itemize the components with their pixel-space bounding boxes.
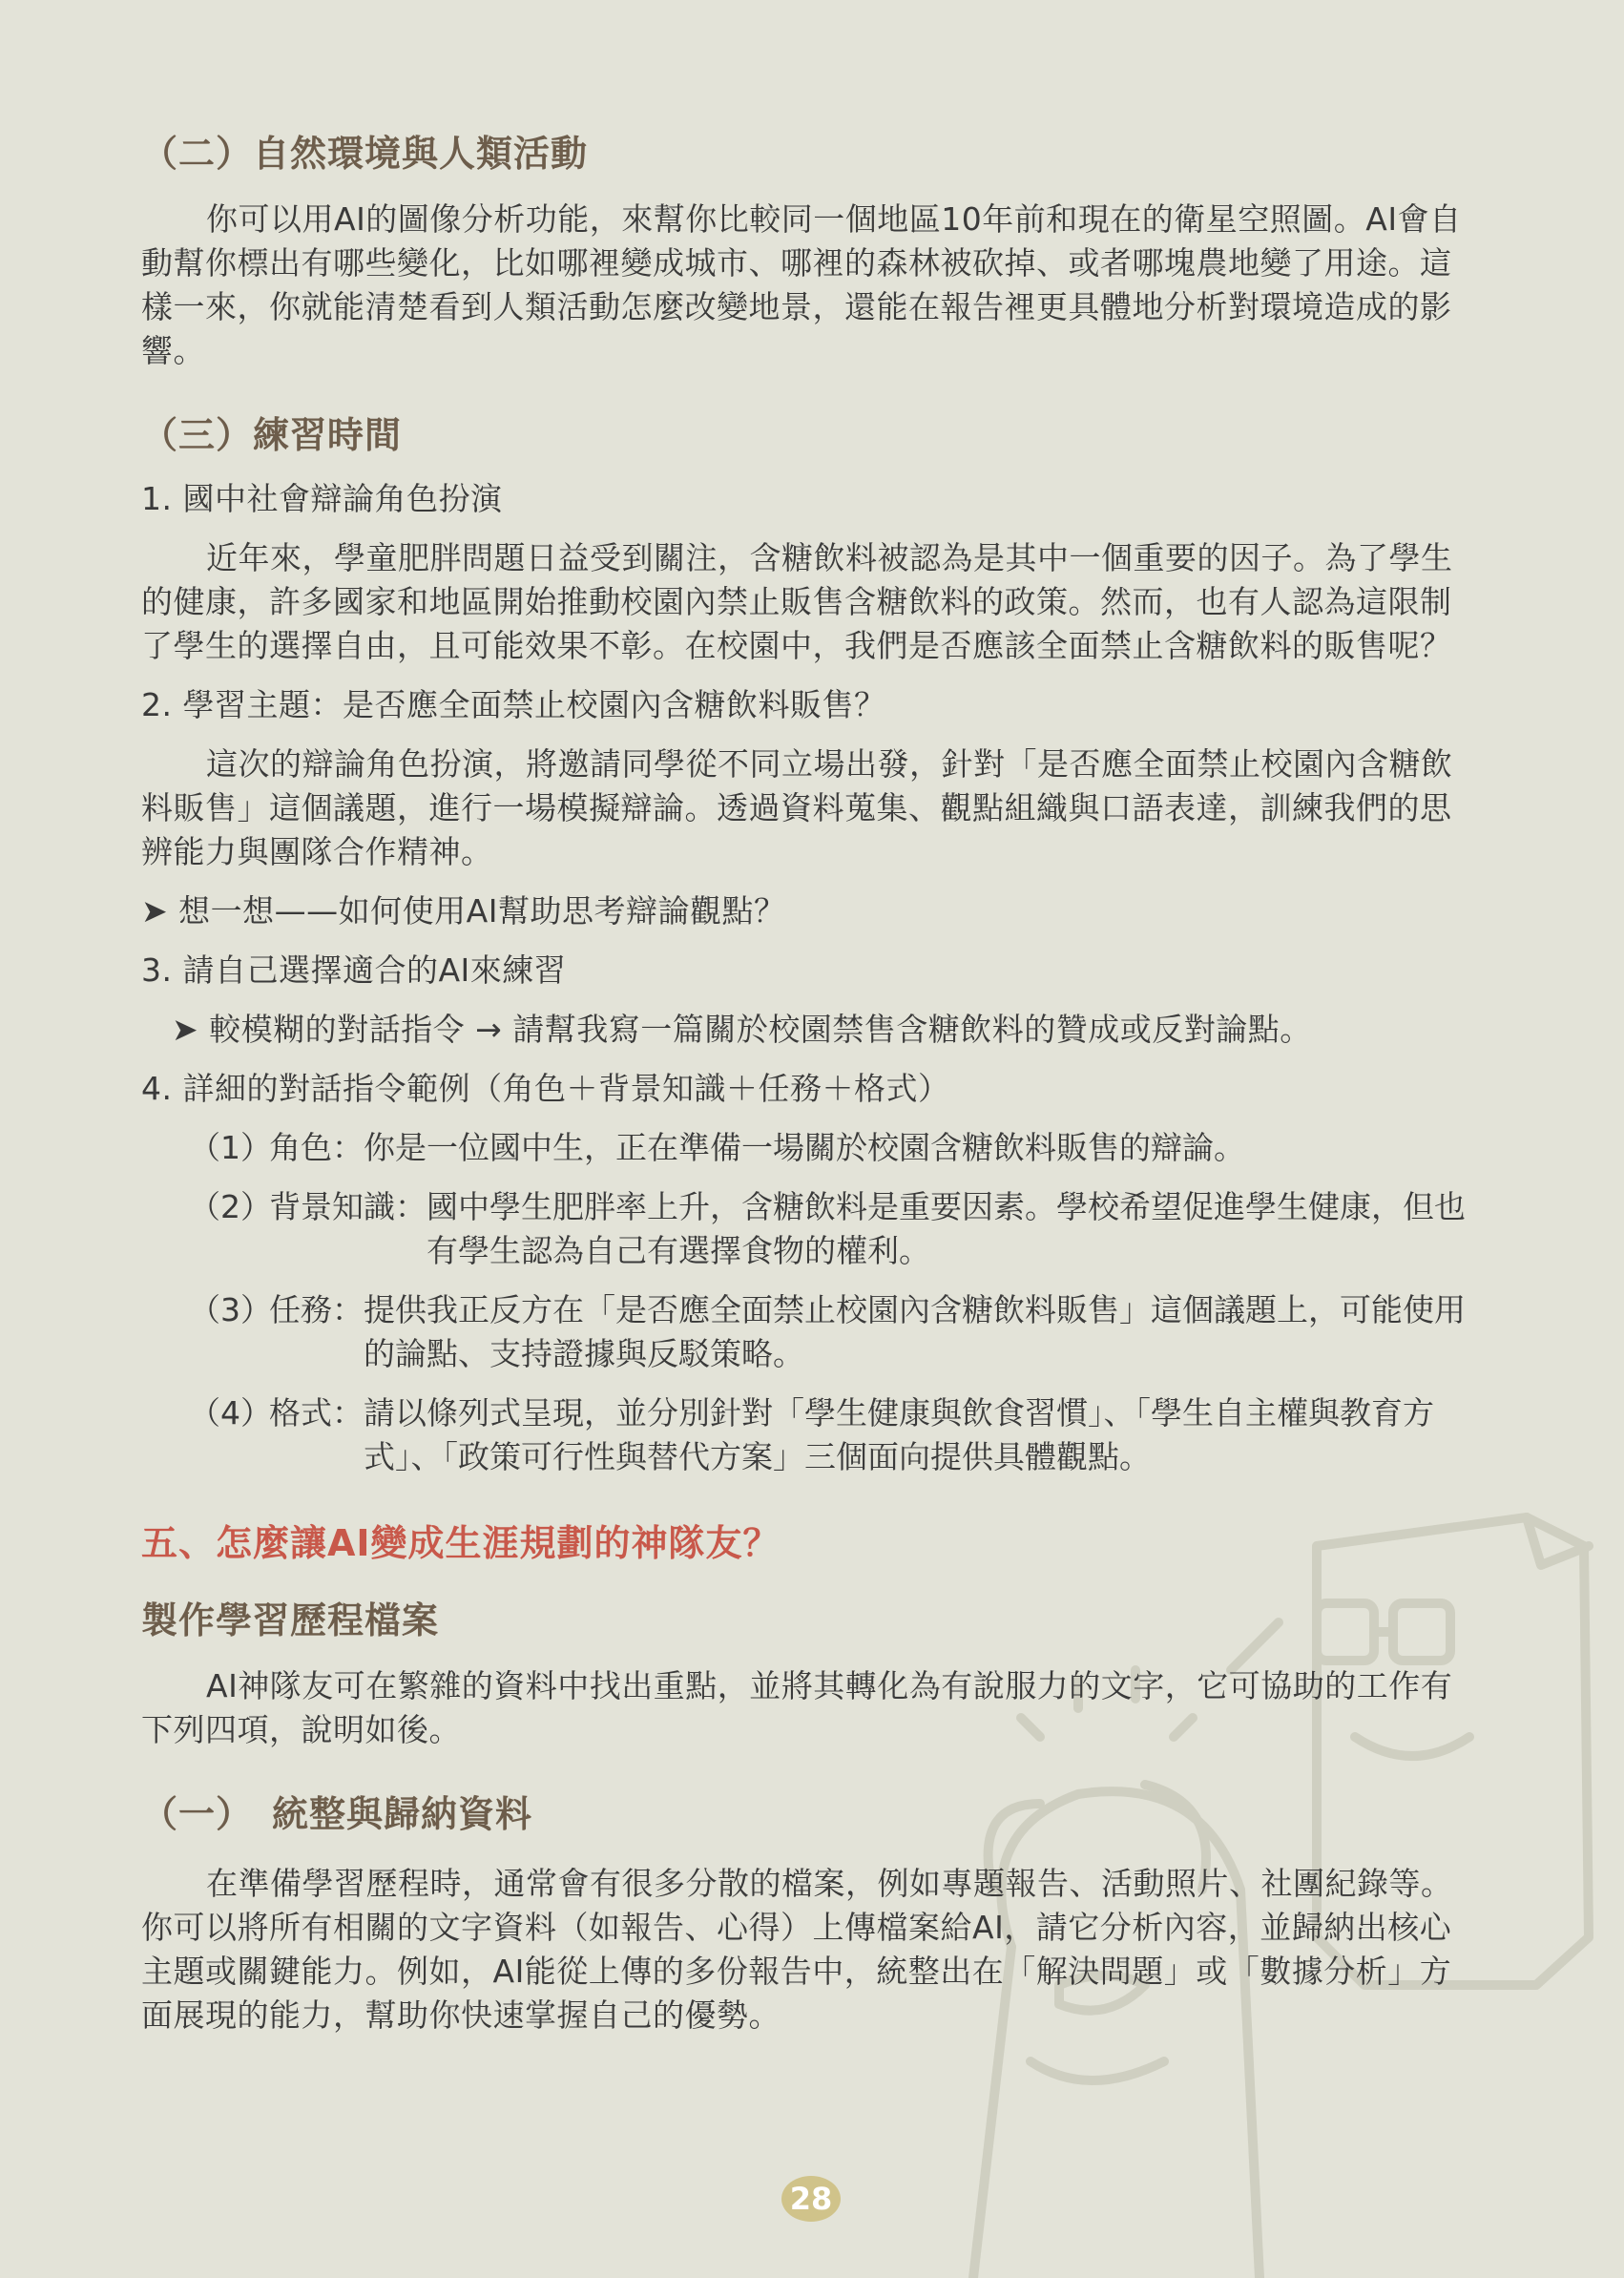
sub-item-task (189, 1288, 1479, 1376)
item-1-paragraph: 近年來，學童肥胖問題日益受到關注，含糖飲料被認為是其中一個重要的因子。為了學生的健康，許多國家和地區開始推動校園內禁止販售含糖飲料的政策。然而，也有人認為這限制了學生的選擇自由，且可能效果不彰。在校園中，我們是否應該全面禁止含糖飲料的販售呢？ (141, 539, 1453, 664)
content (141, 124, 1479, 2038)
section-5-subheading: 製作學習歷程檔案 (141, 1599, 440, 1641)
sub-num: （2） (189, 1188, 272, 1225)
section-2-paragraph: 你可以用AI的圖像分析功能，來幫你比較同一個地區10年前和現在的衛星空照圖。AI會自動幫你標出有哪些變化，比如哪裡變成城市、哪裡的森林被砍掉、或者哪塊農地變了用途。這樣一來，你就能清楚看到人類活動怎麼改變地景，還能在報告裡更具體地分析對環境造成的影響。 (141, 200, 1462, 369)
sub-body: 請以條列式呈現，並分別針對「學生健康與飲食習慣」、「學生自主權與教育方式」、「政策可行性與替代方案」三個面向提供具體觀點。 (364, 1394, 1434, 1475)
sub-body: 你是一位國中生，正在準備一場關於校園含糖飲料販售的辯論。 (364, 1129, 1245, 1166)
section-heading-2: （二）自然環境與人類活動 (141, 133, 589, 175)
item-2-paragraph: 這次的辯論角色扮演，將邀請同學從不同立場出發，針對「是否應全面禁止校園內含糖飲料販售」這個議題，進行一場模擬辯論。透過資料蒐集、觀點組織與口語表達，訓練我們的思辨能力與團隊合作精神。 (141, 745, 1453, 870)
sub-head: 背景知識： (269, 1188, 427, 1225)
sub-head: 格式： (269, 1394, 364, 1432)
sub-num: （4） (189, 1394, 272, 1432)
sub-head: 任務： (269, 1291, 364, 1328)
sub-body: 提供我正反方在「是否應全面禁止校園內含糖飲料販售」這個議題上，可能使用的論點、支持證據與反駁策略。 (364, 1291, 1466, 1372)
sub-item-format (189, 1391, 1479, 1479)
sub-item-background (189, 1185, 1479, 1273)
sub-body: 國中學生肥胖率上升，含糖飲料是重要因素。學校希望促進學生健康，但也有學生認為自己有選擇食物的權利。 (427, 1188, 1466, 1269)
page-number: 28 (781, 2176, 841, 2222)
section-5-paragraph: AI神隊友可在繁雜的資料中找出重點，並將其轉化為有說服力的文字，它可協助的工作有下列四項，說明如後。 (141, 1667, 1453, 1748)
think-prompt: ➤ 想一想——如何使用AI幫助思考辯論觀點？ (141, 892, 786, 930)
sub-head: 角色： (269, 1129, 364, 1166)
section-heading-5: 五、怎麼讓AI變成生涯規劃的神隊友？ (141, 1522, 781, 1564)
item-3: 3. 請自己選擇適合的AI來練習 (141, 951, 567, 989)
sub-item-role (189, 1126, 1479, 1170)
item-1: 1. 國中社會辯論角色扮演 (141, 480, 503, 517)
section-heading-6: （一） 統整與歸納資料 (141, 1793, 533, 1835)
sub-num: （1） (189, 1129, 272, 1166)
section-6-paragraph: 在準備學習歷程時，通常會有很多分散的檔案，例如專題報告、活動照片、社團紀錄等。你可以將所有相關的文字資料（如報告、心得）上傳檔案給AI，請它分析內容，並歸納出核心主題或關鍵能力。例如，AI能從上傳的多份報告中，統整出在「解決問題」或「數據分析」方面展現的能力，幫助你快速掌握自己的優勢。 (141, 1865, 1453, 2034)
sub-num: （3） (189, 1291, 272, 1328)
section-heading-3: （三）練習時間 (141, 414, 403, 456)
item-2: 2. 學習主題：是否應全面禁止校園內含糖飲料販售？ (141, 686, 886, 723)
item-4: 4. 詳細的對話指令範例（角色＋背景知識＋任務＋格式） (141, 1070, 950, 1107)
vague-instruction: ➤ 較模糊的對話指令 → 請幫我寫一篇關於校園禁售含糖飲料的贊成或反對論點。 (172, 1011, 1312, 1048)
